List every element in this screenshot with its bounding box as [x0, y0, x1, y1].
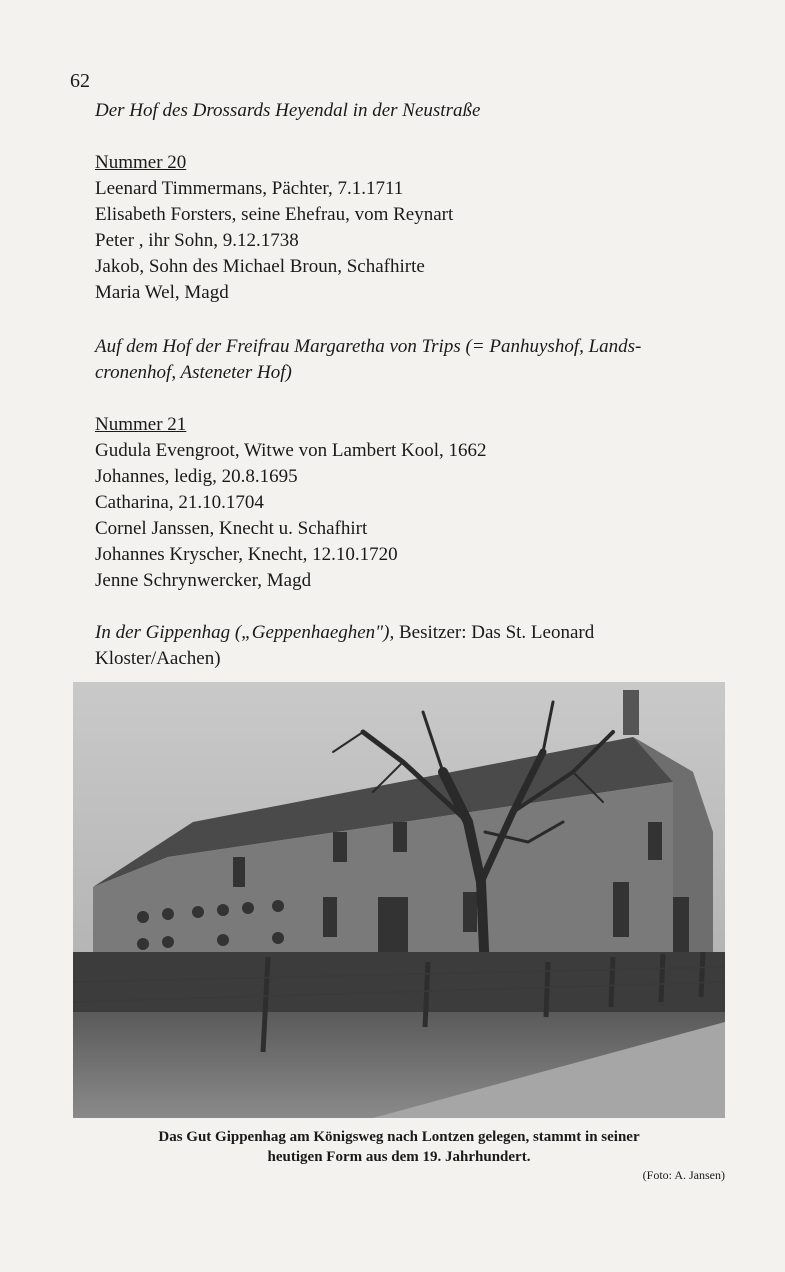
house-number: Nummer 21 — [95, 414, 187, 435]
photo-credit: (Foto: A. Jansen) — [642, 1168, 725, 1182]
section-title-continued: cronenhof, Asteneter Hof) — [95, 362, 292, 383]
resident-line: Cornel Janssen, Knecht u. Schafhirt — [95, 518, 368, 539]
section-gippenhag — [95, 620, 725, 672]
section-drossard-heyendal — [95, 98, 725, 306]
resident-line: Jakob, Sohn des Michael Broun, Schafhirte — [95, 256, 425, 277]
section-freifrau-trips — [95, 334, 725, 594]
resident-line: Gudula Evengroot, Witwe von Lambert Kool, 1662 — [95, 440, 487, 461]
caption-line: heutigen Form aus dem 19. Jahrhundert. — [267, 1149, 531, 1165]
owner-text-continued: Kloster/Aachen) — [95, 648, 221, 669]
resident-line: Johannes, ledig, 20.8.1695 — [95, 466, 298, 487]
section-title: Der Hof des Drossards Heyendal in der Neustraße — [95, 100, 481, 121]
page-number: 62 — [70, 70, 90, 92]
resident-line: Elisabeth Forsters, seine Ehefrau, vom Reynart — [95, 204, 454, 225]
photo-caption — [73, 1127, 725, 1167]
owner-text: Besitzer: Das St. Leonard — [394, 622, 595, 643]
caption-line: Das Gut Gippenhag am Königsweg nach Lontzen gelegen, stammt in seiner — [158, 1129, 640, 1145]
farmhouse-photo — [73, 682, 725, 1118]
section-title: In der Gippenhag („Geppenhaeghen"), — [95, 622, 395, 643]
resident-line: Peter , ihr Sohn, 9.12.1738 — [95, 230, 299, 251]
resident-line: Leenard Timmermans, Pächter, 7.1.1711 — [95, 178, 404, 199]
resident-line: Maria Wel, Magd — [95, 282, 229, 303]
resident-line: Catharina, 21.10.1704 — [95, 492, 264, 513]
resident-line: Jenne Schrynwercker, Magd — [95, 570, 312, 591]
resident-line: Johannes Kryscher, Knecht, 12.10.1720 — [95, 544, 398, 565]
house-number: Nummer 20 — [95, 152, 187, 173]
section-title: Auf dem Hof der Freifrau Margaretha von Trips (= Panhuyshof, Lands- — [95, 336, 642, 357]
